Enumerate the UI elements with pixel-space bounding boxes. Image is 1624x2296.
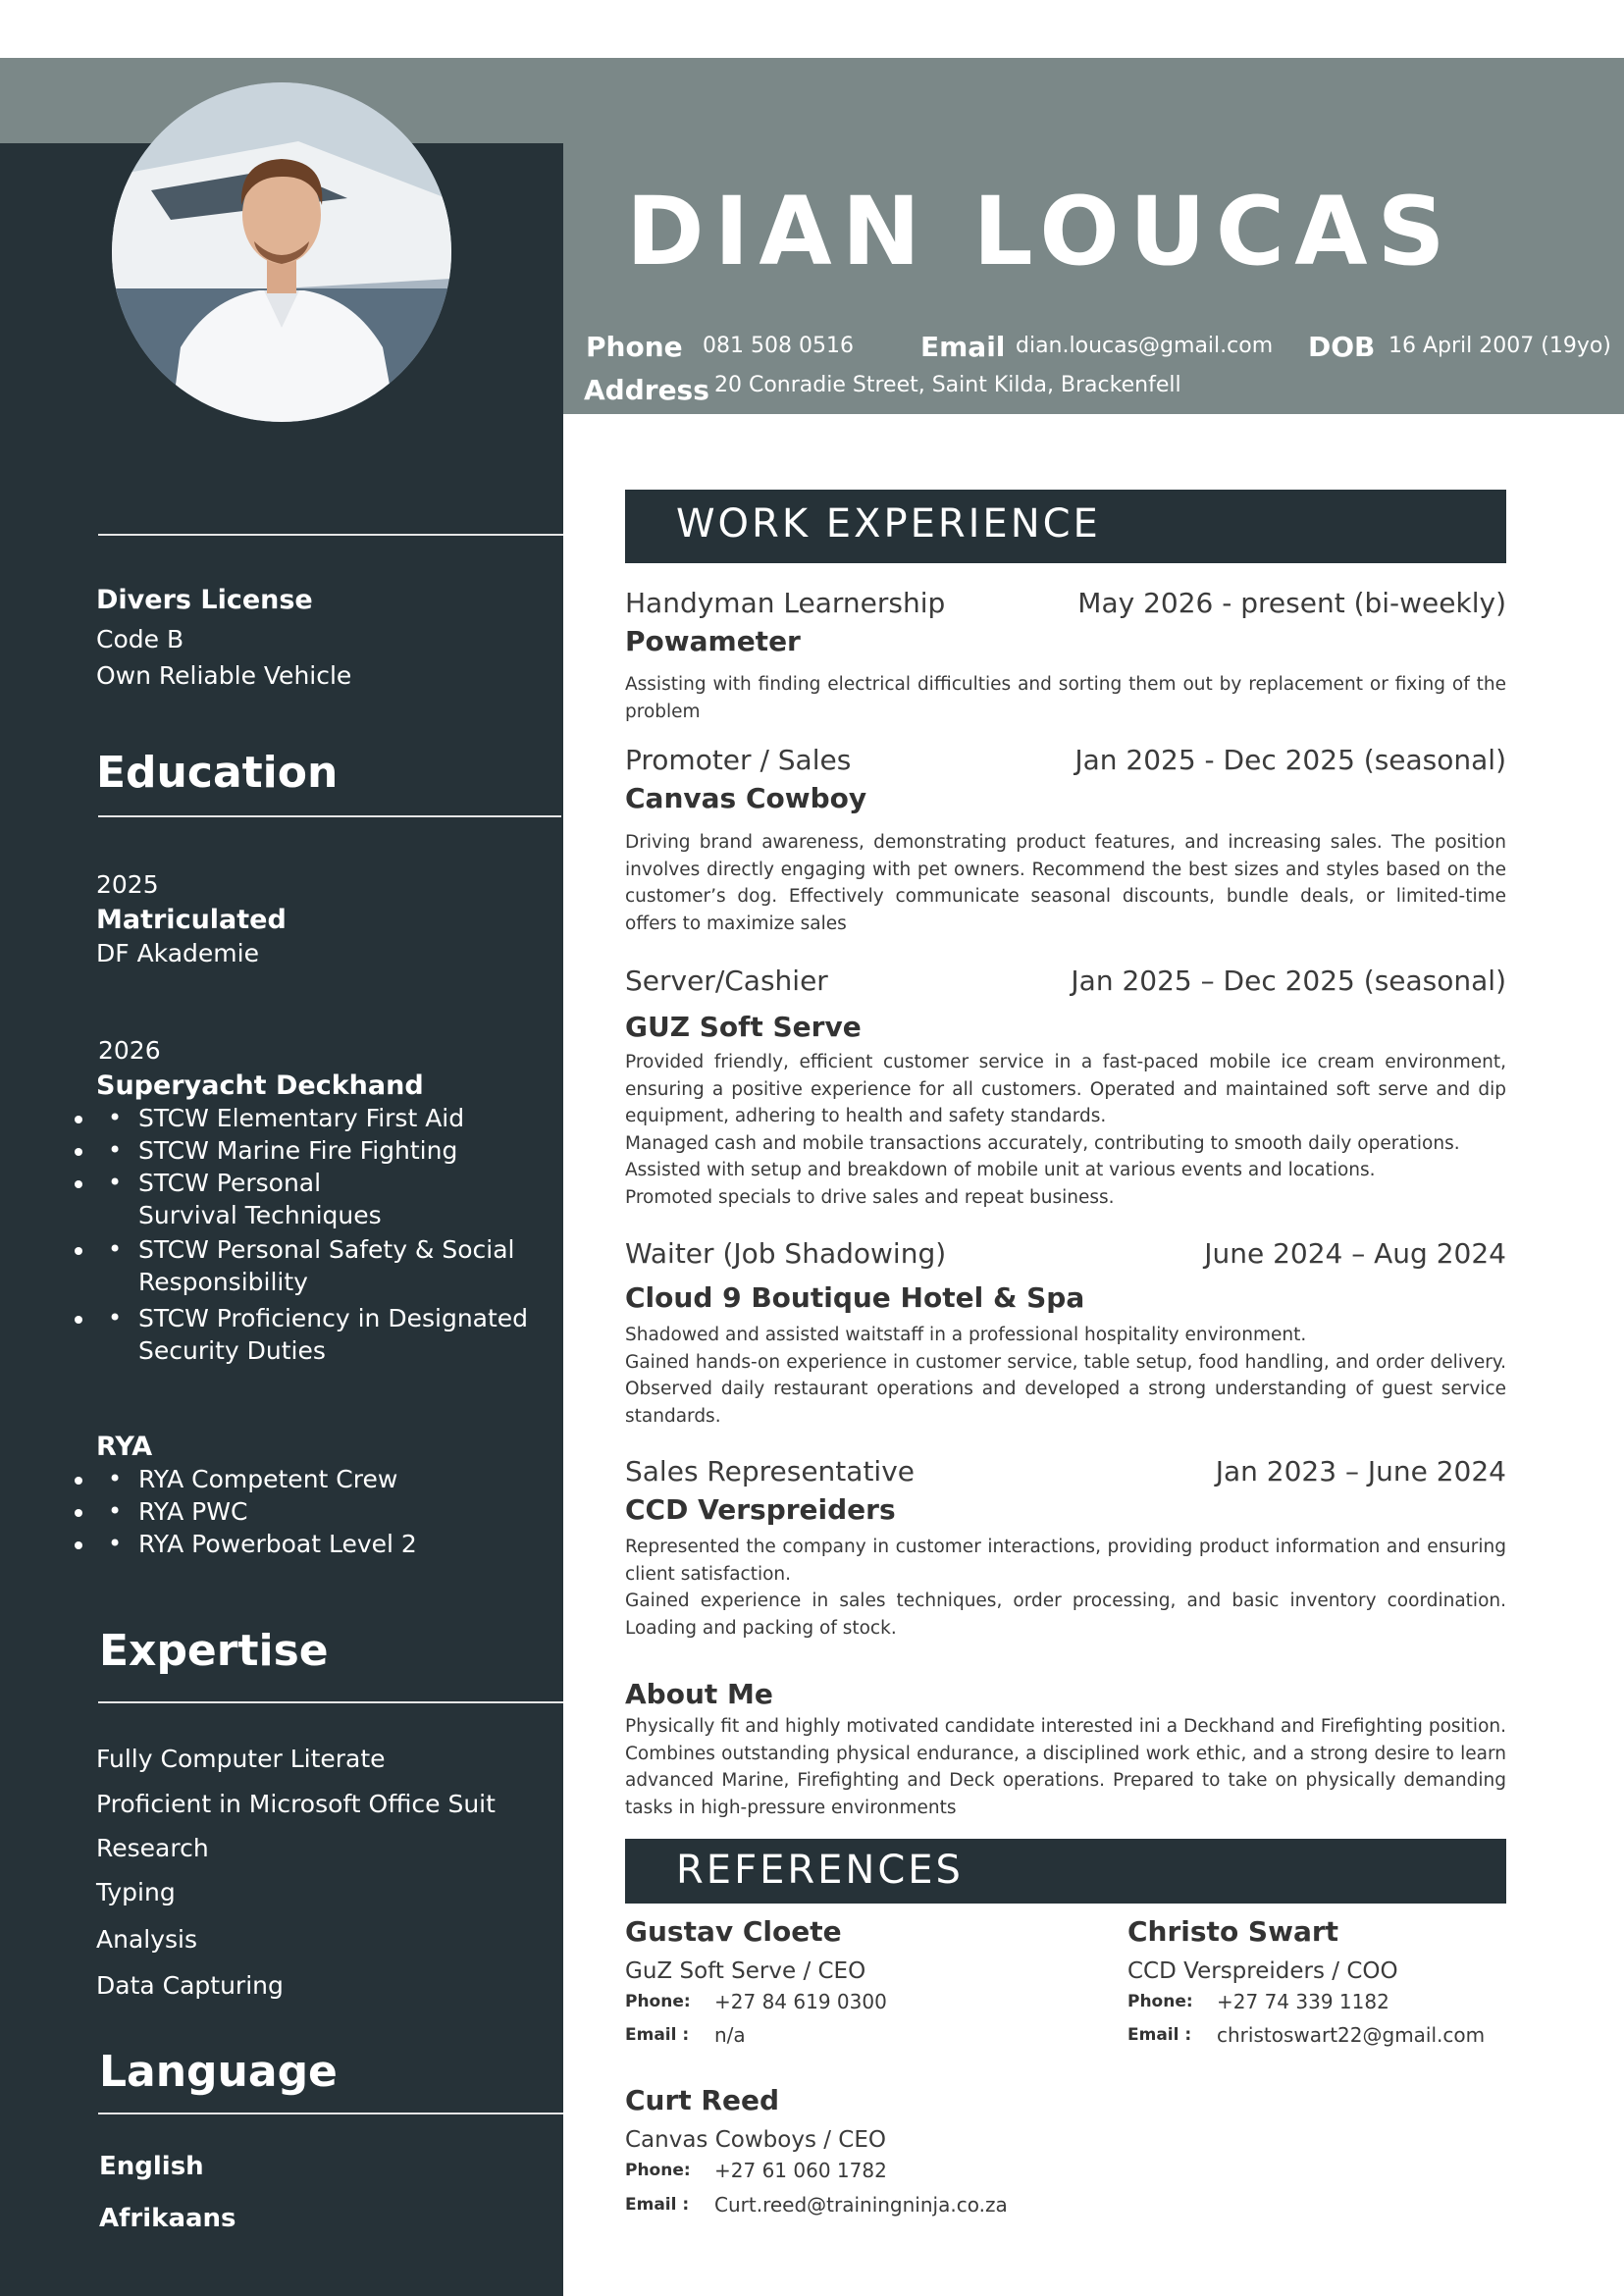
education-divider [98,815,561,817]
reference-role: CCD Verspreiders / COO [1127,1958,1398,1984]
work-experience-bar [625,490,1506,563]
reference-phone-label: Phone: [1127,1992,1193,2011]
reference-name: Curt Reed [625,2084,780,2116]
reference-phone-label: Phone: [625,2161,691,2180]
job-description [625,829,1506,937]
job-title: Sales Representative [625,1455,915,1487]
reference-email-label: Email : [1127,2025,1192,2045]
email-value: dian.loucas@gmail.com [1016,334,1274,358]
description-line: Assisting with finding electrical difficulties and sorting them out by replacement or fixing of the problem [625,674,1506,722]
job-date: Jan 2023 – June 2024 [1215,1455,1506,1487]
education-title: Matriculated [96,905,287,935]
list-item: • • RYA Competent Crew [96,1463,557,1495]
reference-email-label: Email : [625,2195,690,2215]
job-date: Jan 2025 - Dec 2025 (seasonal) [1074,744,1506,776]
job-company: Canvas Cowboy [625,782,867,814]
expertise-item: Data Capturing [96,1971,284,2000]
deckhand-course-list [96,1102,557,1367]
education-year: 2025 [96,870,159,899]
education-year: 2026 [98,1036,161,1065]
reference-email-label: Email : [625,2025,690,2045]
reference-phone-label: Phone: [625,1992,691,2011]
description-line: Represented the company in customer interactions, providing product information and ensuring client satisfaction. [625,1537,1506,1585]
job-company: GUZ Soft Serve [625,1011,862,1043]
sidebar-divider [98,534,563,536]
phone-label: Phone [586,331,683,363]
language-heading: Language [99,2047,338,2097]
job-title: Waiter (Job Shadowing) [625,1237,947,1270]
description-line: Shadowed and assisted waitstaff in a professional hospitality environment. [625,1325,1307,1345]
job-date: May 2026 - present (bi-weekly) [1077,587,1506,619]
references-bar [625,1839,1506,1904]
job-title: Promoter / Sales [625,744,852,776]
expertise-item: Research [96,1834,209,1862]
reference-email: n/a [714,2023,746,2047]
reference-phone: +27 84 619 0300 [714,1990,887,2013]
language-item: Afrikaans [99,2204,236,2233]
profile-photo [112,82,451,422]
expertise-item: Proficient in Microsoft Office Suit [96,1790,496,1818]
language-divider [98,2113,563,2114]
address-label: Address [584,374,709,406]
description-line: Gained hands-on experience in customer service, table setup, food handling, and order delivery. Observed daily restaurant operations and developed a strong understanding of guest service standards. [625,1351,1506,1427]
language-item: English [99,2152,204,2181]
reference-name: Christo Swart [1127,1915,1339,1948]
description-line: Managed cash and mobile transactions accurately, contributing to smooth daily operations. [625,1132,1460,1154]
work-experience-heading: WORK EXPERIENCE [676,501,1101,547]
job-title: Handyman Learnership [625,587,946,619]
dob-label: DOB [1308,331,1376,363]
license-line: Own Reliable Vehicle [96,661,352,690]
reference-role: GuZ Soft Serve / CEO [625,1958,866,1984]
list-item: • • RYA Powerboat Level 2 [96,1528,557,1560]
rya-course-list [96,1463,557,1560]
job-company: CCD Verspreiders [625,1493,896,1526]
expertise-heading: Expertise [99,1626,329,1676]
reference-email: christoswart22@gmail.com [1217,2023,1486,2047]
job-description [625,1534,1506,1642]
job-date: June 2024 – Aug 2024 [1204,1237,1506,1270]
job-description [625,1322,1506,1430]
job-company: Powameter [625,625,801,657]
about-heading: About Me [625,1678,773,1710]
list-item: • • STCW Proficiency in Designated Security Duties [96,1302,548,1367]
expertise-divider [98,1701,563,1703]
reference-phone: +27 74 339 1182 [1217,1990,1389,2013]
phone-value: 081 508 0516 [703,334,854,358]
list-item: • • STCW Personal Survival Techniques [96,1167,420,1231]
email-label: Email [920,331,1006,363]
about-text: Physically fit and highly motivated candidate interested ini a Deckhand and Firefighting position. Combines outstanding physical endurance, a disciplined work ethic, and a strong desire to learn advanced Marine, Firefighting and Deck operations. Prepared to take on physically demanding tasks in high-pressure environments [625,1716,1506,1818]
address-value: 20 Conradie Street, Saint Kilda, Brackenfell [714,373,1181,397]
reference-email: Curt.reed@trainingninja.co.za [714,2193,1008,2217]
education-title: Superyacht Deckhand [96,1070,424,1101]
list-item: • • STCW Personal Safety & Social Responsibility [96,1233,518,1298]
list-item: • • STCW Marine Fire Fighting [96,1134,557,1167]
references-heading: REFERENCES [676,1848,964,1893]
education-heading: Education [96,748,339,798]
license-line: Code B [96,625,184,653]
description-line: Provided friendly, efficient customer service in a fast-paced mobile ice cream environment, ensuring a positive experience for all customers. Operated and maintained soft serve and dip equipment, adhering to health and safety standards. [625,1052,1506,1126]
expertise-item: Analysis [96,1925,198,1954]
job-description [625,671,1506,725]
reference-phone: +27 61 060 1782 [714,2159,887,2182]
profile-photo-illustration [112,82,451,422]
reference-name: Gustav Cloete [625,1915,842,1948]
job-date: Jan 2025 – Dec 2025 (seasonal) [1071,965,1506,997]
education-school: DF Akademie [96,939,259,967]
description-line: Assisted with setup and breakdown of mobile unit at various events and locations. [625,1160,1376,1180]
description-line: Promoted specials to drive sales and repeat business. [625,1186,1115,1208]
list-item: • • RYA PWC [96,1495,557,1528]
candidate-name: DIAN LOUCAS [626,177,1455,287]
job-title: Server/Cashier [625,965,828,997]
license-title: Divers License [96,585,313,615]
list-item: • • STCW Elementary First Aid [96,1102,557,1134]
expertise-item: Fully Computer Literate [96,1745,386,1773]
job-description [625,1049,1506,1211]
job-company: Cloud 9 Boutique Hotel & Spa [625,1281,1085,1314]
expertise-item: Typing [96,1878,176,1906]
dob-value: 16 April 2007 (19yo) [1388,334,1611,358]
reference-role: Canvas Cowboys / CEO [625,2127,887,2153]
description-line: Driving brand awareness, demonstrating product features, and increasing sales. The position involves directly engaging with pet owners. Recommend the best sizes and styles based on the customer’s dog. Effectively communicate seasonal discounts, bundle deals, or limited-time offers to maximize sales [625,832,1506,934]
rya-title: RYA [96,1432,153,1462]
description-line: Gained experience in sales techniques, order processing, and basic inventory coordination. Loading and packing of stock. [625,1591,1506,1639]
